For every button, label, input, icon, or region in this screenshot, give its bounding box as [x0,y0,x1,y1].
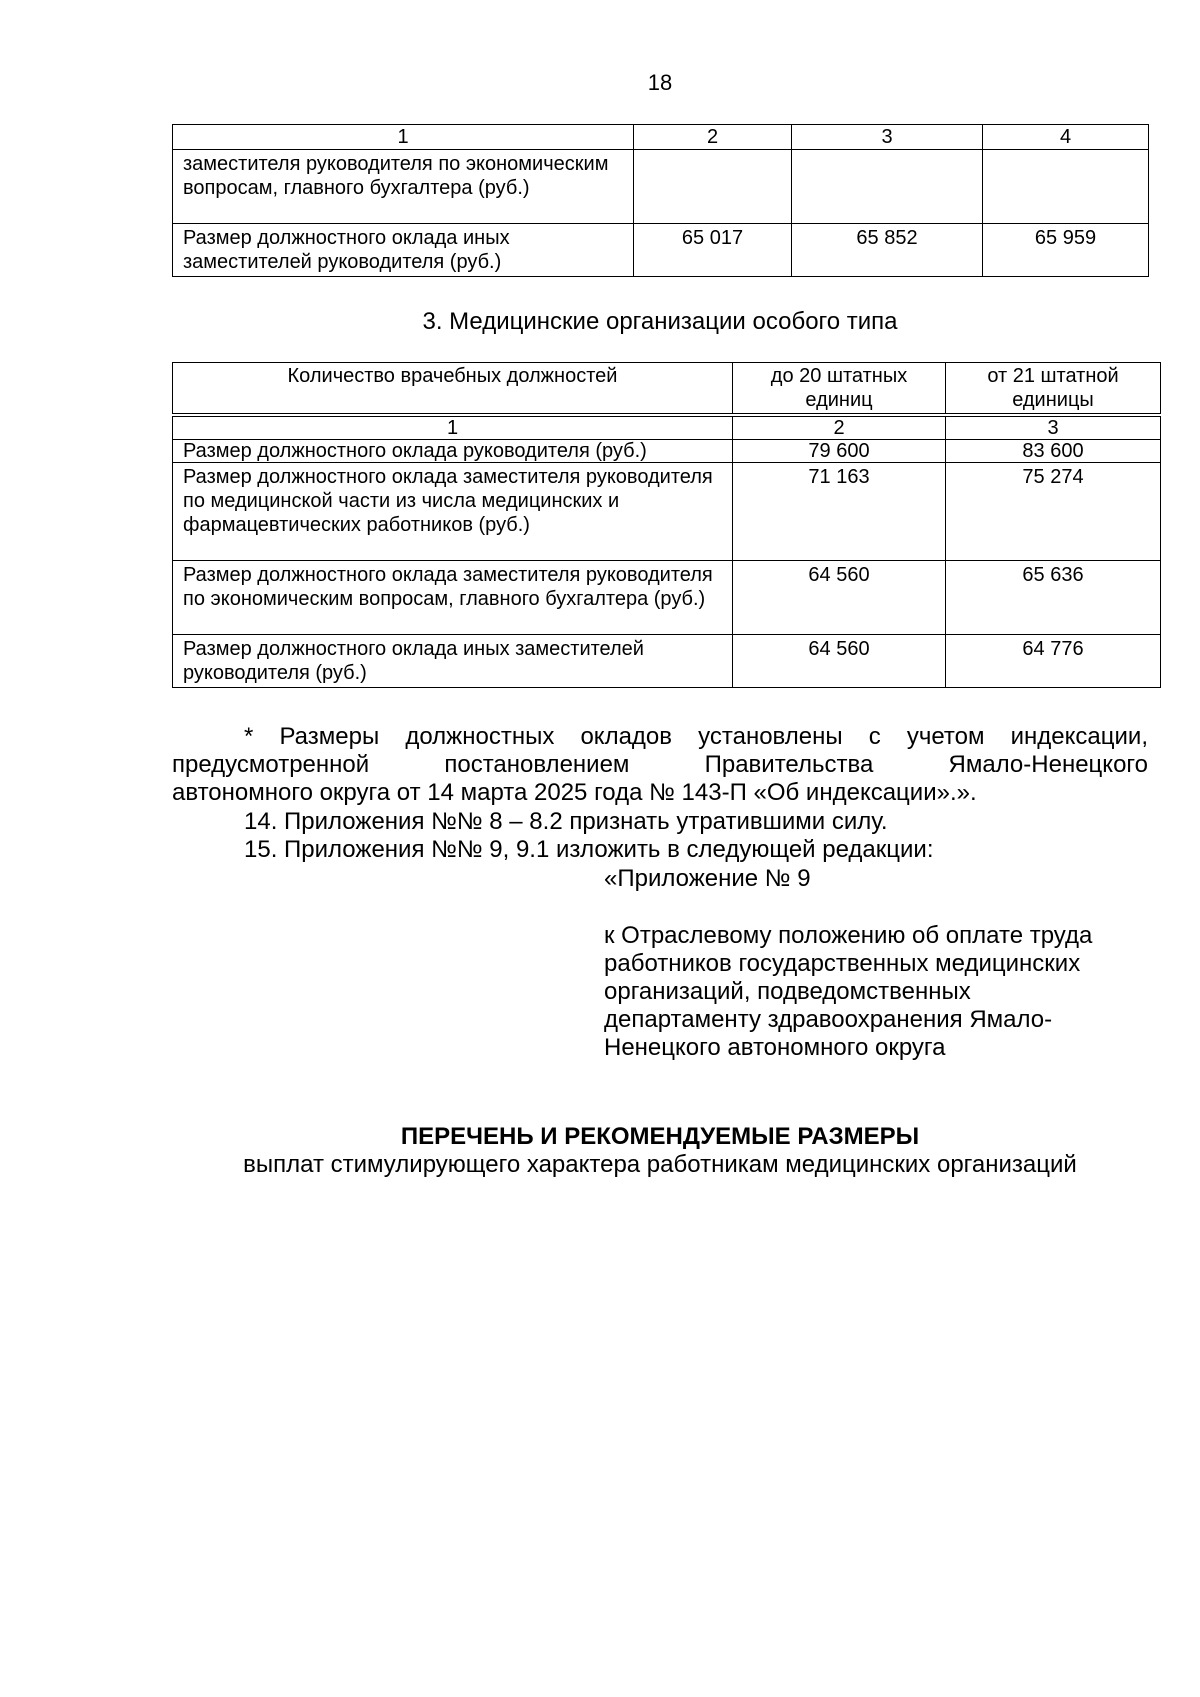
paragraph-15: 15. Приложения №№ 9, 9.1 изложить в следующей редакции: [244,836,934,863]
head-up-to-20: до 20 штатных единиц [733,363,946,414]
paragraph-14: 14. Приложения №№ 8 – 8.2 признать утратившими силу. [244,808,888,835]
row-label: Размер должностного оклада заместителя руководителя по медицинской части из числа медицинских и фармацевтических работников (руб.) [173,463,733,561]
row-value: 64 560 [733,561,946,635]
list-title: ПЕРЕЧЕНЬ И РЕКОМЕНДУЕМЫЕ РАЗМЕРЫ [400,1123,920,1150]
page-number: 18 [647,70,673,95]
row-value: 65 636 [946,561,1161,635]
appendix-reference-line: Ненецкого автономного округа [604,1034,946,1061]
row-value [792,150,983,224]
footnote-line: автономного округа от 14 марта 2025 года № 143-П «Об индексации».». [172,779,977,806]
column-number-1: 1 [173,417,733,440]
column-number-2: 2 [634,125,792,150]
table-row [173,150,1149,224]
row-value [983,150,1149,224]
table-row [173,635,1161,688]
appendix-reference [604,922,1164,1062]
row-label: Размер должностного оклада иных заместителей руководителя (руб.) [173,635,733,688]
table-number-row [173,417,1161,440]
column-number-2: 2 [733,417,946,440]
head-doctor-positions: Количество врачебных должностей [173,363,733,414]
footnote-line: предусмотренной постановлением Правительства Ямало-Ненецкого [172,751,1148,778]
column-number-4: 4 [983,125,1149,150]
row-value [634,150,792,224]
special-org-table-head [172,362,1161,414]
table-row [173,440,1161,463]
row-value: 83 600 [946,440,1161,463]
row-value: 65 959 [983,224,1149,277]
row-value: 64 560 [733,635,946,688]
appendix-reference-line: организаций, подведомственных [604,978,971,1005]
table-row [173,463,1161,561]
column-number-3: 3 [946,417,1161,440]
head-from-21: от 21 штатной единицы [946,363,1161,414]
section-title: 3. Медицинские организации особого типа [422,308,898,335]
row-label: Размер должностного оклада заместителя руководителя по экономическим вопросам, главного бухгалтера (руб.) [173,561,733,635]
appendix-reference-line: департаменту здравоохранения Ямало- [604,1006,1053,1033]
table-head-row [173,363,1161,414]
appendix-reference-line: работников государственных медицинских [604,950,1081,977]
salary-table-continued [172,124,1149,277]
row-value: 75 274 [946,463,1161,561]
row-value: 79 600 [733,440,946,463]
footnote-line: * Размеры должностных окладов установлены с учетом индексации, [244,723,1148,750]
row-value: 65 017 [634,224,792,277]
column-number-1: 1 [173,125,634,150]
column-number-3: 3 [792,125,983,150]
table-row [173,561,1161,635]
row-value: 64 776 [946,635,1161,688]
row-value: 65 852 [792,224,983,277]
table-header-row [173,125,1149,150]
appendix-reference-line: к Отраслевому положению об оплате труда [604,922,1093,949]
special-org-table [172,416,1161,688]
appendix-number: «Приложение № 9 [604,865,811,892]
row-value: 71 163 [733,463,946,561]
list-subtitle: выплат стимулирующего характера работникам медицинских организаций [243,1151,1077,1178]
row-label: заместителя руководителя по экономическим вопросам, главного бухгалтера (руб.) [173,150,634,224]
row-label: Размер должностного оклада руководителя (руб.) [173,440,733,463]
table-row [173,224,1149,277]
footnote [172,723,1148,807]
row-label: Размер должностного оклада иных заместителей руководителя (руб.) [173,224,634,277]
